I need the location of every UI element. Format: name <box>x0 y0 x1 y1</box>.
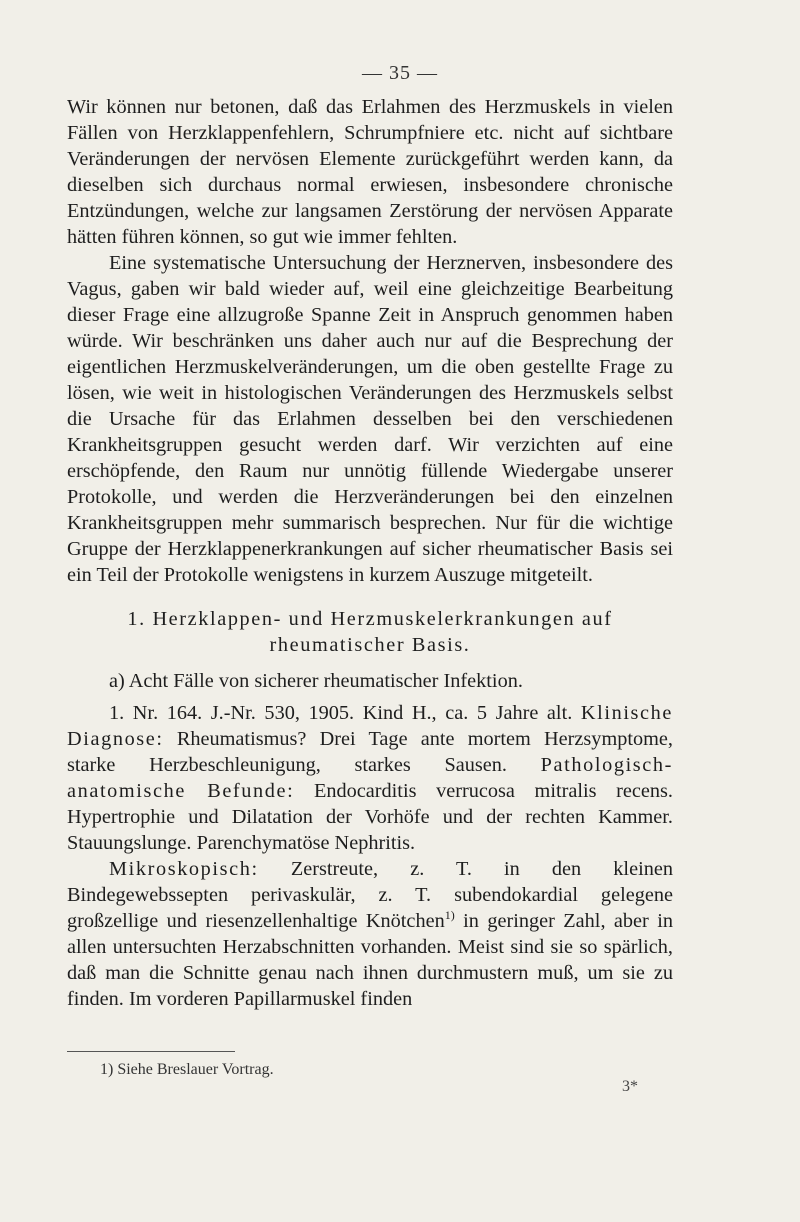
case-paragraph <box>67 700 673 856</box>
microscopy-text-a: Zerstreute, z. T. in den kleinen Bindegewebssepten perivaskulär, z. T. subendokardial gelegene großzellige und riesenzellenhaltige Knötchen <box>67 858 673 932</box>
pathology-text: Endocarditis verrucosa mitralis recens. Hypertrophie und Dilatation der Vorhöfe und der rechten Kammer. Stauungslunge. Parenchymatöse Nephritis. <box>67 780 673 854</box>
pathology-label: Pathologisch-anatomische Befunde: <box>67 754 673 802</box>
paragraph-2: Eine systematische Untersuchung der Herznerven, insbesondere des Vagus, gaben wir bald wieder auf, weil eine gleichzeitige Bearbeitung dieser Frage eine allzugroße Spanne Zeit in Anspruch genommen haben würde. Wir beschränken uns daher auch nur auf die Besprechung der eigentlichen Herzmuskelveränderungen, um die oben gestellte Frage zu lösen, wie weit in histologischen Veränderungen des Herzmuskels selbst die Ursache für das Erlahmen desselben bei den verschiedenen Krankheitsgruppen gesucht werden darf. Wir verzichten auf eine erschöpfende, den Raum nur unnötig füllende Wiedergabe unserer Protokolle, und werden die Herzveränderungen bei den einzelnen Krankheitsgruppen mehr summarisch besprechen. Nur für die wichtige Gruppe der Herzklappenerkrankungen auf sicher rheumatischer Basis sei ein Teil der Protokolle wenigstens in kurzem Auszuge mitgeteilt. <box>67 252 673 586</box>
microscopy-paragraph <box>67 856 673 1012</box>
signature-mark: 3* <box>622 1078 638 1095</box>
footnote-marker: 1) <box>444 908 455 923</box>
section-heading: 1. Herzklappen- und Herzmuskelerkrankungen auf rheumatischer Basis. <box>127 608 613 656</box>
subsection-heading: a) Acht Fälle von sicherer rheumatischer Infektion. <box>109 670 523 692</box>
clinical-diagnosis-label: Klinische Diagnose: <box>67 702 673 750</box>
page-number: — 35 — <box>362 62 438 84</box>
footnote-divider <box>67 1051 235 1052</box>
footnote: 1) Siehe Breslauer Vortrag. <box>100 1061 274 1078</box>
paragraph-1: Wir können nur betonen, daß das Erlahmen des Herzmuskels in vielen Fällen von Herzklappenfehlern, Schrumpfniere etc. nicht auf sichtbare Veränderungen der nervösen Elemente zurückgeführt werden kann, da dieselben sich durchaus normal erwiesen, insbesondere chronische Entzündungen, welche zur langsamen Zerstörung der nervösen Apparate hätten führen können, so gut wie immer fehlten. <box>67 96 673 248</box>
body-text <box>67 94 673 1012</box>
microscopy-text-b: in geringer Zahl, aber in allen untersuchten Herzabschnitten vorhanden. Meist sind sie so spärlich, daß man die Schnitte genau nach ihnen durchmustern muß, um sie zu finden. Im vorderen Papillarmuskel finden <box>67 910 673 1010</box>
clinical-diagnosis-text: Rheumatismus? Drei Tage ante mortem Herzsymptome, starke Herzbeschleunigung, starkes Sausen. <box>67 728 673 776</box>
case-intro: 1. Nr. 164. J.-Nr. 530, 1905. Kind H., ca. 5 Jahre alt. <box>109 702 573 724</box>
microscopy-label: Mikroskopisch: <box>109 858 259 880</box>
